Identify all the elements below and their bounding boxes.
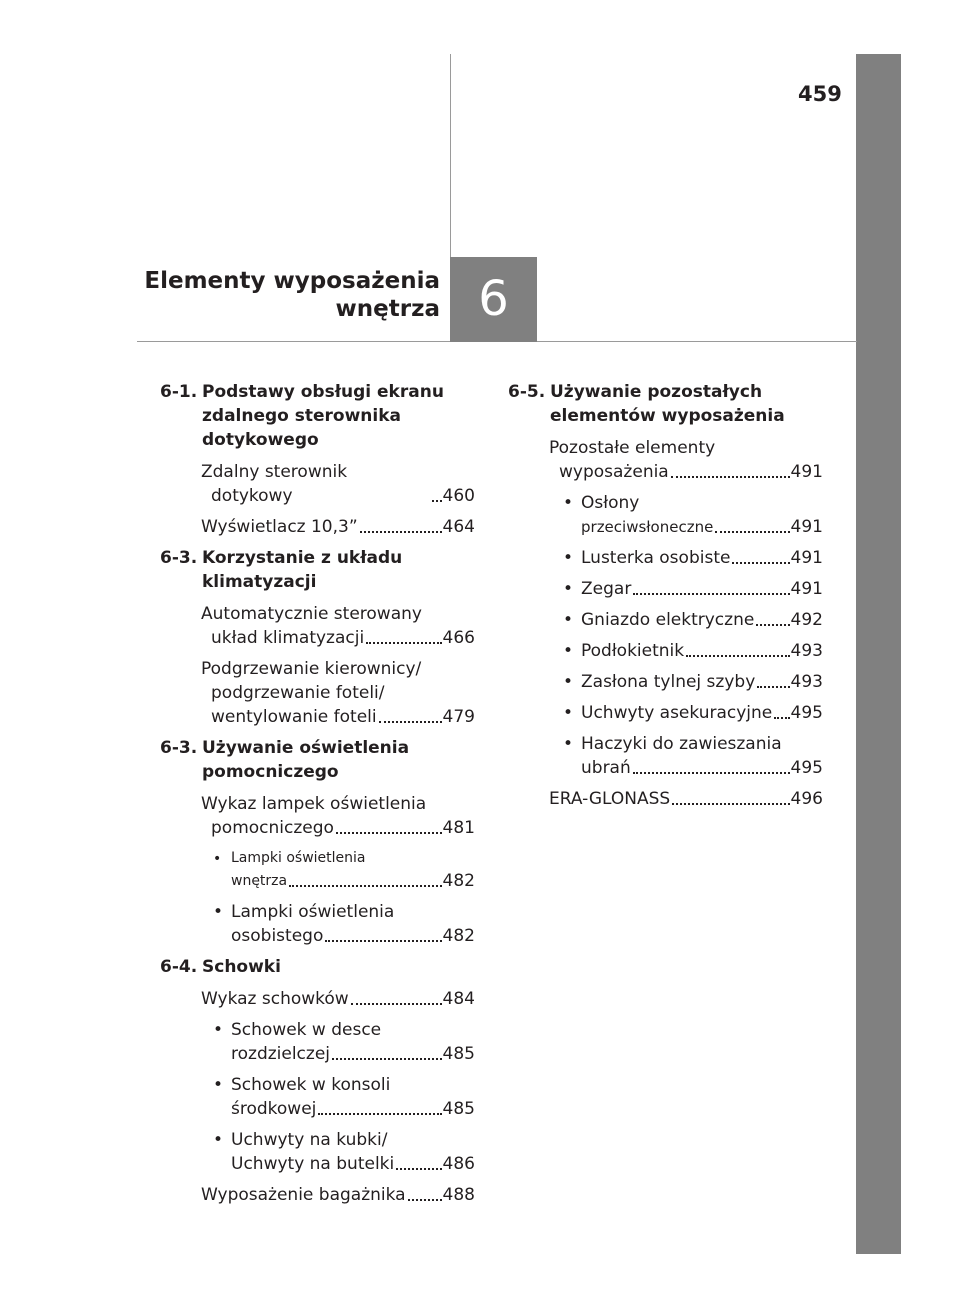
entry-page: 495 [790,758,823,778]
entry-page: 491 [790,548,823,568]
entry-page: 482 [442,871,475,891]
chapter-number-box: 6 [450,257,537,342]
subentry-body [231,1073,475,1121]
bullet-icon: • [563,641,574,661]
section-number: 6-3. [160,738,198,758]
entry-title: Zdalny sterownik dotykowy [201,462,348,506]
leader-dots [332,1058,442,1060]
toc-subentry[interactable] [213,900,475,948]
bullet-icon: • [563,672,574,692]
toc-subentry[interactable] [563,577,823,601]
leader-dots [671,476,790,478]
entry-page: 479 [442,707,475,727]
section-title-line: pomocniczego [202,762,339,782]
entry-last-line [549,460,823,484]
subentry-body [581,491,823,539]
section-number: 6-5. [508,382,546,402]
entry-page: 460 [442,486,475,506]
entry-title-line: Osłony [581,493,640,513]
entry-title-line: wentylowanie foteli [211,707,377,727]
section-number: 6-1. [160,382,198,402]
leader-dots [757,686,789,688]
leader-dots [325,940,441,942]
leader-dots [756,624,789,626]
page-number: 459 [798,82,842,106]
toc-subentry[interactable] [563,546,823,570]
entry-title-line: ubrań [581,758,631,778]
entry-last-line [231,869,475,893]
entry-last-line [581,756,823,780]
entry-page: 484 [442,989,475,1009]
entry-page: 488 [442,1185,475,1205]
entry-title-line: Automatycznie sterowany [201,604,422,624]
entry-title: Zegar [581,579,632,599]
entry-title-line: Podgrzewanie kierownicy/ [201,659,422,679]
entry-page: 493 [790,641,823,661]
section-title-line: Podstawy obsługi ekranu [202,382,444,402]
entry-title-line: środkowej [231,1099,317,1119]
section-title-line: Używanie pozostałych [550,382,763,402]
leader-dots [379,721,442,723]
entry-title: Wyświetlacz 10,3” [201,517,358,537]
entry-title-line: Lampki oświetlenia [231,850,366,866]
toc-subentry[interactable] [213,1073,475,1121]
section-heading[interactable] [160,380,475,452]
entry-title: Lusterka osobiste [581,548,731,568]
leader-dots [432,500,442,502]
entry-page: 481 [442,818,475,838]
leader-dots [686,655,789,657]
leader-dots [774,717,789,719]
entry-title: Gniazdo elektryczne [581,610,755,630]
entry-last-line [231,1097,475,1121]
subentry-body [581,639,823,663]
section-title-line: zdalnego sterownika [202,406,402,426]
entry-title-line: Lampki oświetlenia [231,902,395,922]
subentry-body [581,701,823,725]
section-title-line: Schowki [202,957,281,977]
entry-page: 491 [790,579,823,599]
toc-subentry[interactable] [563,701,823,725]
toc-entry[interactable] [201,792,475,840]
toc-subentry[interactable] [563,732,823,780]
leader-dots [351,1003,442,1005]
entry-page: 485 [442,1044,475,1064]
subentry-body [581,670,823,694]
toc-subentry[interactable] [563,608,823,632]
entry-title: Wykaz schowków [201,989,349,1009]
toc-entry[interactable] [549,787,823,811]
entry-title-line: Uchwyty na butelki [231,1154,395,1174]
bullet-icon: • [563,734,574,754]
toc-entry[interactable] [201,602,475,650]
entry-title-line: osobistego [231,926,324,946]
entry-page: 485 [442,1099,475,1119]
entry-title: Uchwyty asekuracyjne [581,703,773,723]
section-title-line: elementów wyposażenia [550,406,785,426]
entry-last-line [231,1042,475,1066]
toc-entry[interactable] [201,460,475,508]
section-number: 6-4. [160,957,198,977]
toc-subentry[interactable] [213,1018,475,1066]
entry-title-line: przeciwsłoneczne [581,518,714,536]
section-number: 6-3. [160,548,198,568]
leader-dots [408,1199,442,1201]
entry-page: 492 [790,610,823,630]
entry-title: Podłokietnik [581,641,685,661]
toc-subentry[interactable] [563,670,823,694]
section-heading[interactable] [160,546,475,594]
entry-page: 491 [790,517,823,537]
chapter-title-line1: Elementy wyposażenia [144,268,440,294]
subentry-body [231,847,475,893]
section-heading[interactable] [508,380,823,428]
section-heading[interactable] [160,736,475,784]
toc-left-column [160,380,475,1214]
section-title [202,955,281,979]
toc-entry[interactable] [201,515,475,539]
leader-dots [336,832,442,834]
entry-title: ERA-GLONASS [549,789,671,809]
section-title [202,380,444,452]
section-title [550,380,785,428]
section-title [202,736,409,784]
leader-dots [633,593,789,595]
leader-dots [318,1113,441,1115]
leader-dots [289,885,441,887]
leader-dots [732,562,789,564]
entry-page: 496 [790,789,823,809]
vertical-divider [450,54,451,259]
subentry-body [231,1018,475,1066]
entry-page: 491 [790,462,823,482]
section-title-line: Korzystanie z układu [202,548,403,568]
section-title [202,546,402,594]
bullet-icon: • [213,851,222,867]
toc-subentry[interactable] [563,639,823,663]
leader-dots [672,803,789,805]
entry-page: 482 [442,926,475,946]
bullet-icon: • [563,579,574,599]
entry-title-line: Uchwyty na kubki/ [231,1130,388,1150]
bullet-icon: • [213,1130,224,1150]
section-title-line: Używanie oświetlenia [202,738,410,758]
chapter-title [144,267,440,323]
bullet-icon: • [563,610,574,630]
leader-dots [360,531,442,533]
entry-title-line: Haczyki do zawieszania [581,734,782,754]
subentry-body [231,1128,475,1176]
entry-title-line: Pozostałe elementy [549,438,716,458]
entry-last-line [201,626,475,650]
entry-title-line: podgrzewanie foteli/ [211,683,385,703]
leader-dots [396,1168,441,1170]
toc-entry[interactable] [549,436,823,484]
entry-title-line: wnętrza [231,873,288,889]
subentry-body [581,608,823,632]
toc-subentry[interactable] [213,847,475,893]
entry-title-line: Schowek w desce [231,1020,382,1040]
entry-last-line [231,1152,475,1176]
entry-page: 495 [790,703,823,723]
entry-page: 493 [790,672,823,692]
entry-title-line: układ klimatyzacji [211,628,365,648]
entry-last-line [231,924,475,948]
entry-last-line [201,816,475,840]
bullet-icon: • [213,902,224,922]
bullet-icon: • [563,548,574,568]
section-heading[interactable] [160,955,475,979]
leader-dots [366,642,441,644]
toc-entry[interactable] [201,657,475,729]
leader-dots [633,772,790,774]
bullet-icon: • [563,493,574,513]
entry-title: Wyposażenie bagażnika [201,1185,406,1205]
chapter-title-line2: wnętrza [335,296,440,322]
bullet-icon: • [563,703,574,723]
subentry-body [581,577,823,601]
entry-title-line: pomocniczego [211,818,334,838]
subentry-body [581,546,823,570]
entry-last-line [201,705,475,729]
entry-title-line: rozdzielczej [231,1044,331,1064]
entry-title-line: Schowek w konsoli [231,1075,391,1095]
toc-entry[interactable] [201,1183,475,1207]
bullet-icon: • [213,1020,224,1040]
toc-right-column [508,380,823,818]
subentry-body [581,732,823,780]
entry-page: 464 [442,517,475,537]
entry-title: Zasłona tylnej szyby [581,672,756,692]
section-title-line: klimatyzacji [202,572,317,592]
thumb-tab [856,54,901,1254]
section-title-line: dotykowego [202,430,319,450]
entry-title-line: wyposażenia [559,462,669,482]
toc-entry[interactable] [201,987,475,1011]
toc-subentry[interactable] [213,1128,475,1176]
entry-page: 486 [442,1154,475,1174]
subentry-body [231,900,475,948]
bullet-icon: • [213,1075,224,1095]
entry-page: 466 [442,628,475,648]
toc-subentry[interactable] [563,491,823,539]
entry-last-line [581,515,823,539]
leader-dots [715,531,789,533]
entry-title-line: Wykaz lampek oświetlenia [201,794,427,814]
